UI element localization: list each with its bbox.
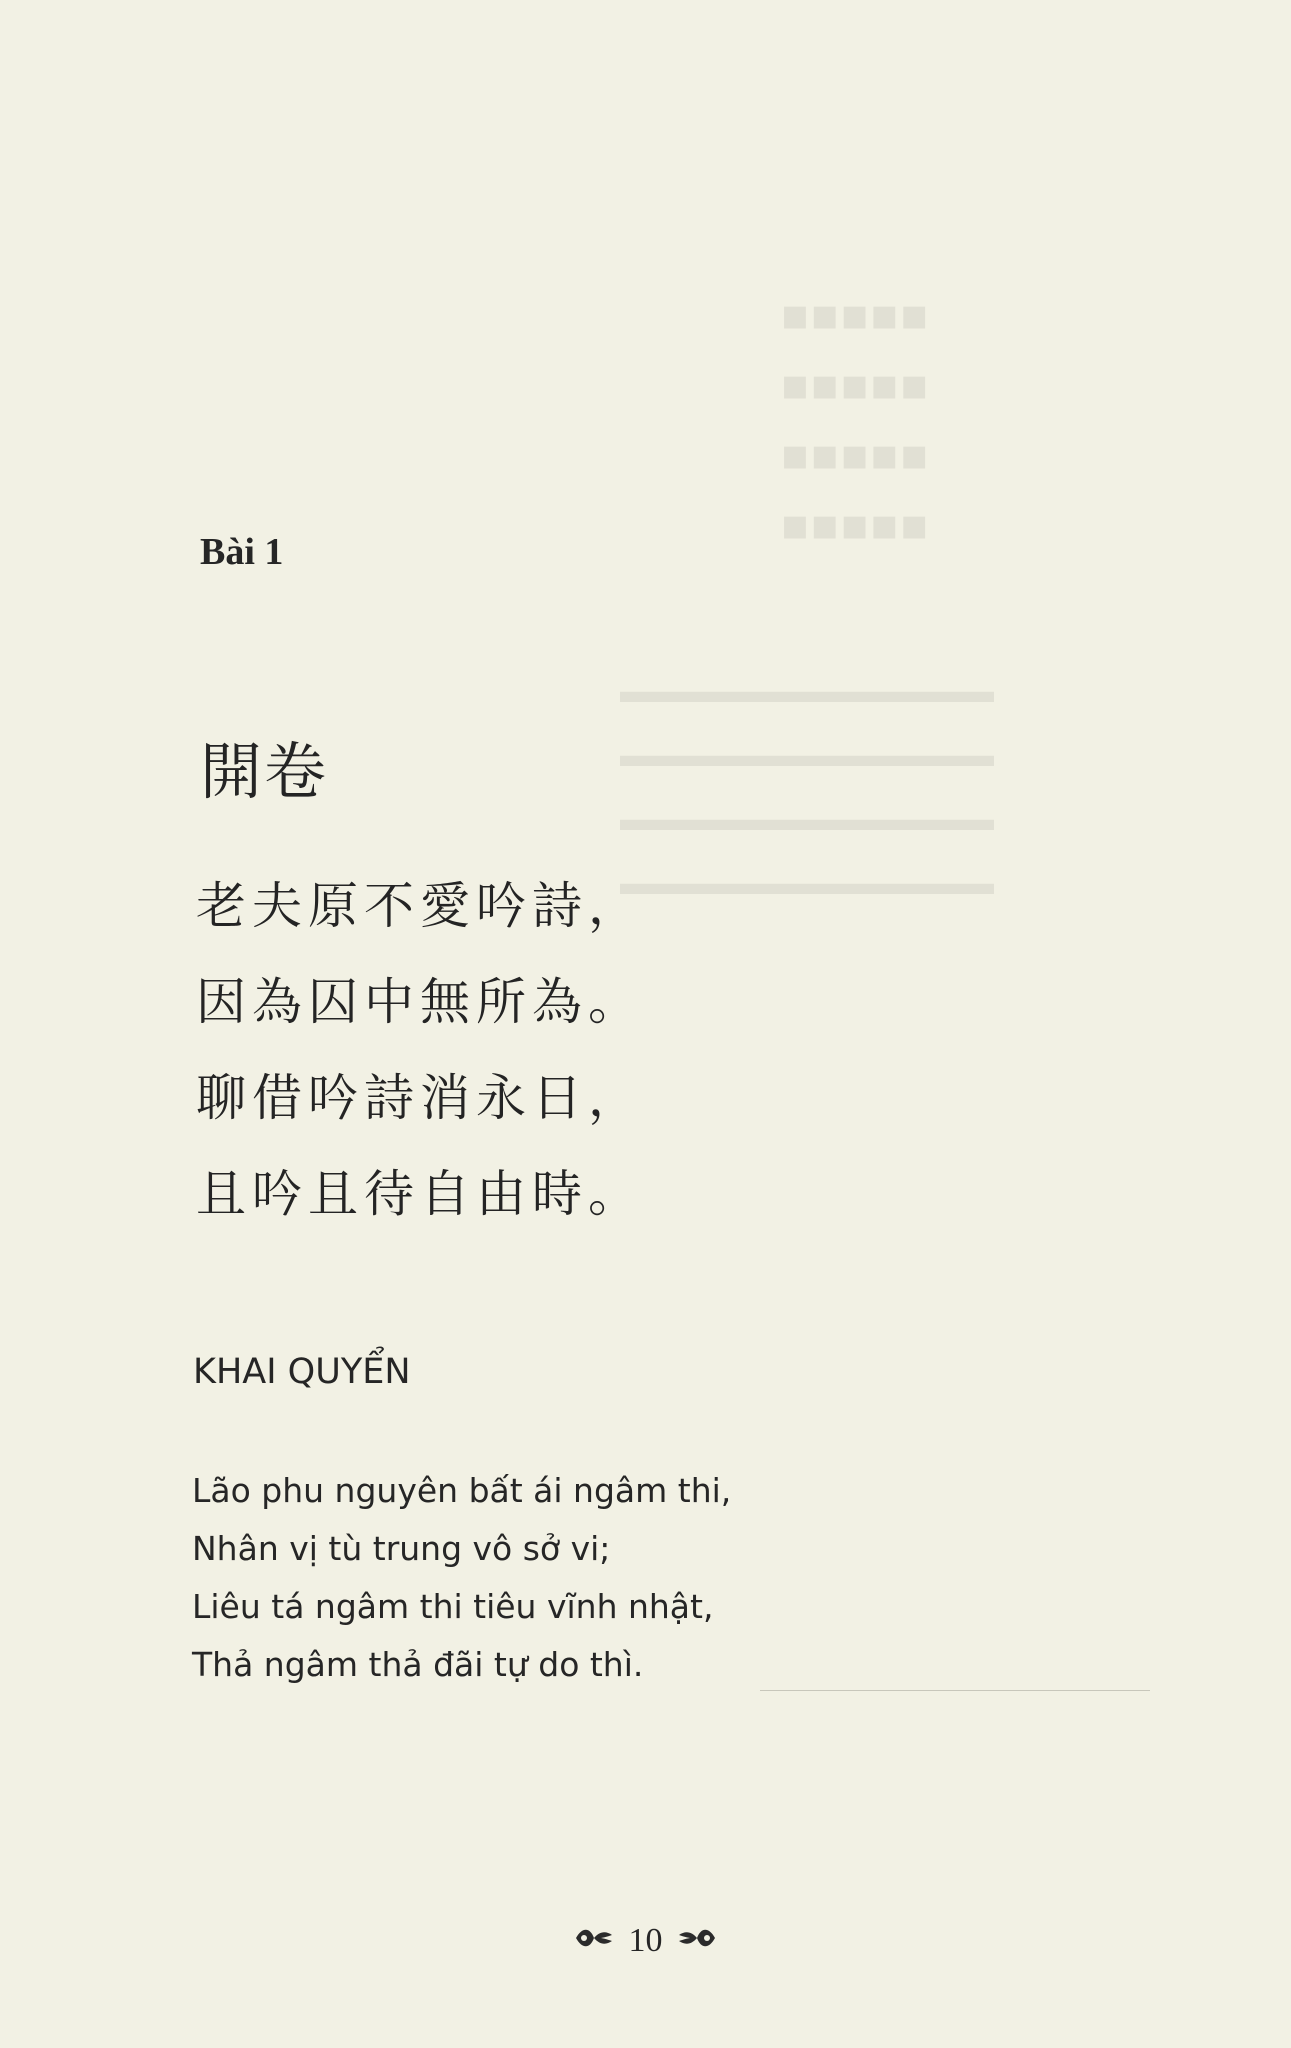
- vietnamese-poem-line-3: Liêu tá ngâm thi tiêu vĩnh nhật,: [192, 1587, 714, 1626]
- vietnamese-poem-line-4: Thả ngâm thả đãi tự do thì.: [192, 1645, 644, 1684]
- poem-number-heading: Bài 1: [200, 531, 284, 573]
- vietnamese-poem: [192, 1462, 731, 1694]
- chinese-poem-line-3: 聊借吟詩消永日，: [196, 1069, 644, 1127]
- bleed-through-texture: ▪▪▪▪▪ ▪▪▪▪▪ ▪▪▪▪▪ ▪▪▪▪▪: [780, 289, 930, 550]
- bleed-through-texture-2: ▬▬▬▬▬▬▬▬▬▬▬ ▬▬▬▬▬▬▬▬▬▬▬ ▬▬▬▬▬▬▬▬▬▬▬ ▬▬▬▬▬▬▬▬▬▬▬: [620, 673, 994, 902]
- chinese-poem-line-4: 且吟且待自由時。: [196, 1165, 644, 1223]
- page-number: 10: [628, 1922, 663, 1960]
- floral-ornament-icon: [572, 1923, 614, 1953]
- chinese-poem-line-2: 因為囚中無所為。: [196, 973, 644, 1031]
- page-number-footer: [0, 1920, 1291, 1960]
- footnote-divider: [760, 1690, 1150, 1691]
- vietnamese-poem-title: KHAI QUYỂN: [193, 1352, 411, 1392]
- floral-ornament-icon: [677, 1923, 719, 1953]
- vietnamese-poem-line-2: Nhân vị tù trung vô sở vi;: [192, 1529, 611, 1568]
- chinese-poem: [196, 858, 644, 1242]
- vietnamese-poem-line-1: Lão phu nguyên bất ái ngâm thi,: [192, 1471, 732, 1510]
- chinese-poem-title: 開卷: [200, 735, 329, 808]
- chinese-poem-line-1: 老夫原不愛吟詩，: [196, 877, 644, 935]
